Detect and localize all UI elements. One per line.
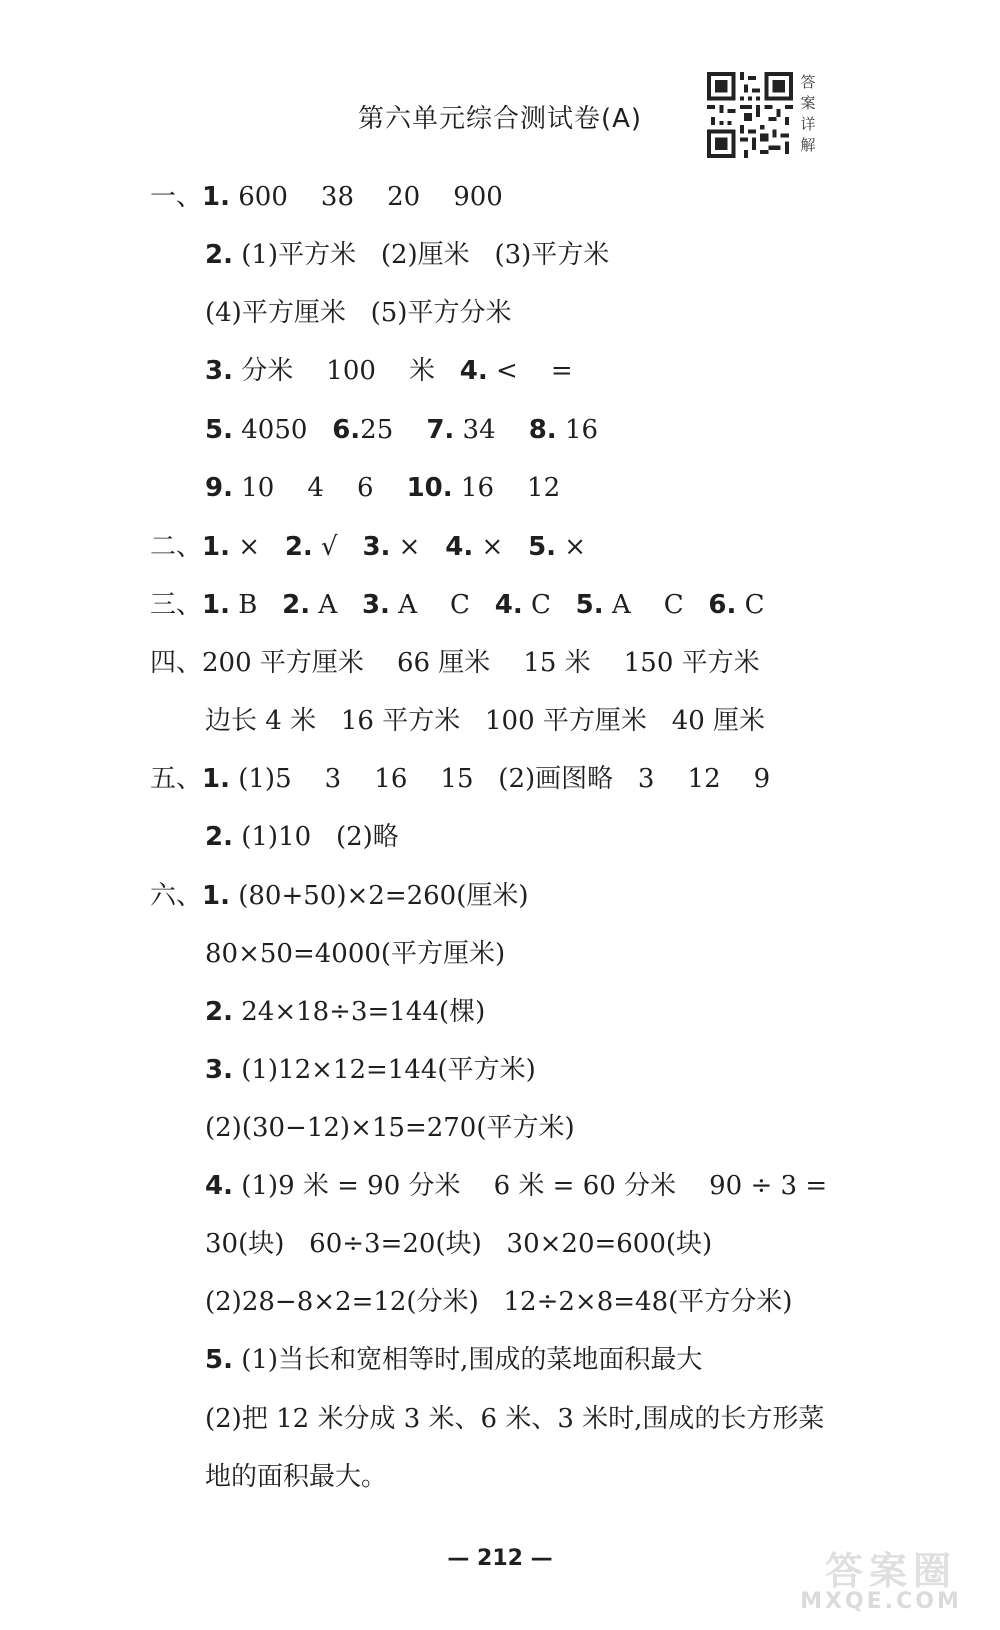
question-number: 3. (362, 532, 391, 562)
answer-text: × (229, 532, 285, 562)
answer-text: C (522, 590, 576, 620)
qr-caption-char: 答 (800, 73, 816, 91)
answer-line (150, 530, 586, 564)
question-number: 7. (426, 415, 455, 445)
question-number: 3. (361, 590, 390, 620)
answer-text: A C (603, 590, 709, 620)
answer-text: (80+50)×2=260(厘米) (229, 881, 529, 911)
question-number: 1. (202, 590, 230, 620)
answer-text: (1)平方米 (2)厘米 (3)平方米 (232, 240, 610, 270)
answer-text: A C (389, 590, 495, 620)
question-number: 2. (205, 822, 233, 852)
answer-text: (2)28−8×2=12(分米) 12÷2×8=48(平方分米) (205, 1287, 793, 1317)
question-number: 9. (205, 473, 233, 503)
question-number: 2. (284, 532, 313, 562)
answer-text: (2)(30−12)×15=270(平方米) (205, 1113, 575, 1143)
answer-text: A (310, 590, 362, 620)
question-number: 2. (205, 997, 233, 1027)
answer-line (150, 879, 529, 913)
answer-text: × (473, 532, 529, 562)
question-number: 2. (205, 240, 233, 270)
answer-text: 16 12 (452, 473, 561, 503)
answer-line (205, 704, 765, 738)
answer-text: (1)10 (2)略 (232, 822, 399, 852)
answer-text: 边长 4 米 16 平方米 100 平方厘米 40 厘米 (205, 706, 766, 736)
question-number: 4. (494, 590, 523, 620)
question-number: 8. (528, 415, 557, 445)
answer-line (205, 413, 598, 447)
question-number: 1. (202, 182, 230, 212)
page-title: 第六单元综合测试卷(A) (357, 104, 643, 134)
answer-line (205, 471, 560, 505)
question-number: 10. (406, 473, 453, 503)
answer-text: 四、200 平方厘米 66 厘米 15 米 150 平方米 (150, 648, 760, 678)
question-number: 5. (205, 1345, 233, 1375)
answer-line (205, 354, 573, 388)
answer-text: 25 (360, 415, 427, 445)
watermark-logo: 答案圈 (824, 1549, 957, 1593)
answer-line (150, 646, 760, 680)
question-number: 2. (282, 590, 311, 620)
answer-text: B (229, 590, 283, 620)
question-number: 5. (528, 532, 557, 562)
answer-text: 10 4 6 (232, 473, 407, 503)
answer-text: (4)平方厘米 (5)平方分米 (205, 298, 512, 328)
answer-text: 分米 100 米 (232, 356, 460, 386)
answer-text: 80×50=4000(平方厘米) (205, 939, 506, 969)
answer-line (205, 937, 505, 971)
answer-text: < = (487, 356, 573, 386)
answer-line (150, 762, 770, 796)
question-number: 6. (708, 590, 737, 620)
question-number: 4. (205, 1171, 233, 1201)
answer-text: √ (312, 532, 363, 562)
answer-line (205, 1285, 792, 1319)
answer-text: (1)当长和宽相等时,围成的菜地面积最大 (232, 1345, 703, 1375)
question-number: 3. (205, 1055, 233, 1085)
answer-line (205, 1169, 827, 1203)
question-number: 4. (445, 532, 474, 562)
answer-line (205, 238, 609, 272)
answer-line (205, 1460, 387, 1494)
question-number: 6. (332, 415, 361, 445)
answer-line (205, 296, 511, 330)
question-number: 1. (202, 532, 230, 562)
answer-line (205, 1227, 712, 1261)
qr-caption-char: 案 (800, 94, 816, 112)
answer-text: 24×18÷3=144(棵) (232, 997, 486, 1027)
answer-line (205, 1343, 702, 1377)
qr-caption-char: 详 (800, 115, 816, 133)
answer-text: × (556, 532, 587, 562)
answer-text: 16 (556, 415, 599, 445)
answer-line (150, 180, 503, 214)
answer-line (205, 820, 399, 854)
qr-caption (798, 72, 818, 156)
question-number: 4. (459, 356, 488, 386)
question-number: 1. (202, 881, 230, 911)
page-number: — 212 — (447, 1546, 553, 1571)
answer-text: 一、 (150, 182, 203, 212)
answer-text: × (390, 532, 446, 562)
answer-text: (1)9 米 = 90 分米 6 米 = 60 分米 90 ÷ 3 = (232, 1171, 828, 1201)
answer-text: 600 38 20 900 (229, 182, 503, 212)
qr-caption-char: 解 (800, 136, 816, 154)
answer-text: 三、 (150, 590, 203, 620)
question-number: 1. (202, 764, 230, 794)
answer-line (205, 1111, 575, 1145)
answer-text: 六、 (150, 881, 203, 911)
answer-text: 二、 (150, 532, 203, 562)
answer-text: 五、 (150, 764, 203, 794)
answer-line (205, 1402, 824, 1436)
question-number: 5. (205, 415, 233, 445)
watermark (776, 1540, 986, 1620)
question-number: 5. (575, 590, 604, 620)
answer-text: 30(块) 60÷3=20(块) 30×20=600(块) (205, 1229, 713, 1259)
answer-text: (1)12×12=144(平方米) (232, 1055, 536, 1085)
question-number: 3. (205, 356, 233, 386)
answer-line (205, 1053, 536, 1087)
watermark-site: MXQE.COM (800, 1589, 962, 1614)
answer-text: 4050 (232, 415, 333, 445)
answer-line (150, 588, 765, 622)
answer-line (205, 995, 485, 1029)
answer-text: C (736, 590, 765, 620)
answer-text: (2)把 12 米分成 3 米、6 米、3 米时,围成的长方形菜 (205, 1404, 825, 1434)
answer-text: (1)5 3 16 15 (2)画图略 3 12 9 (229, 764, 771, 794)
answer-text: 地的面积最大。 (205, 1462, 388, 1492)
qr-code (707, 72, 793, 158)
answer-text: 34 (454, 415, 529, 445)
